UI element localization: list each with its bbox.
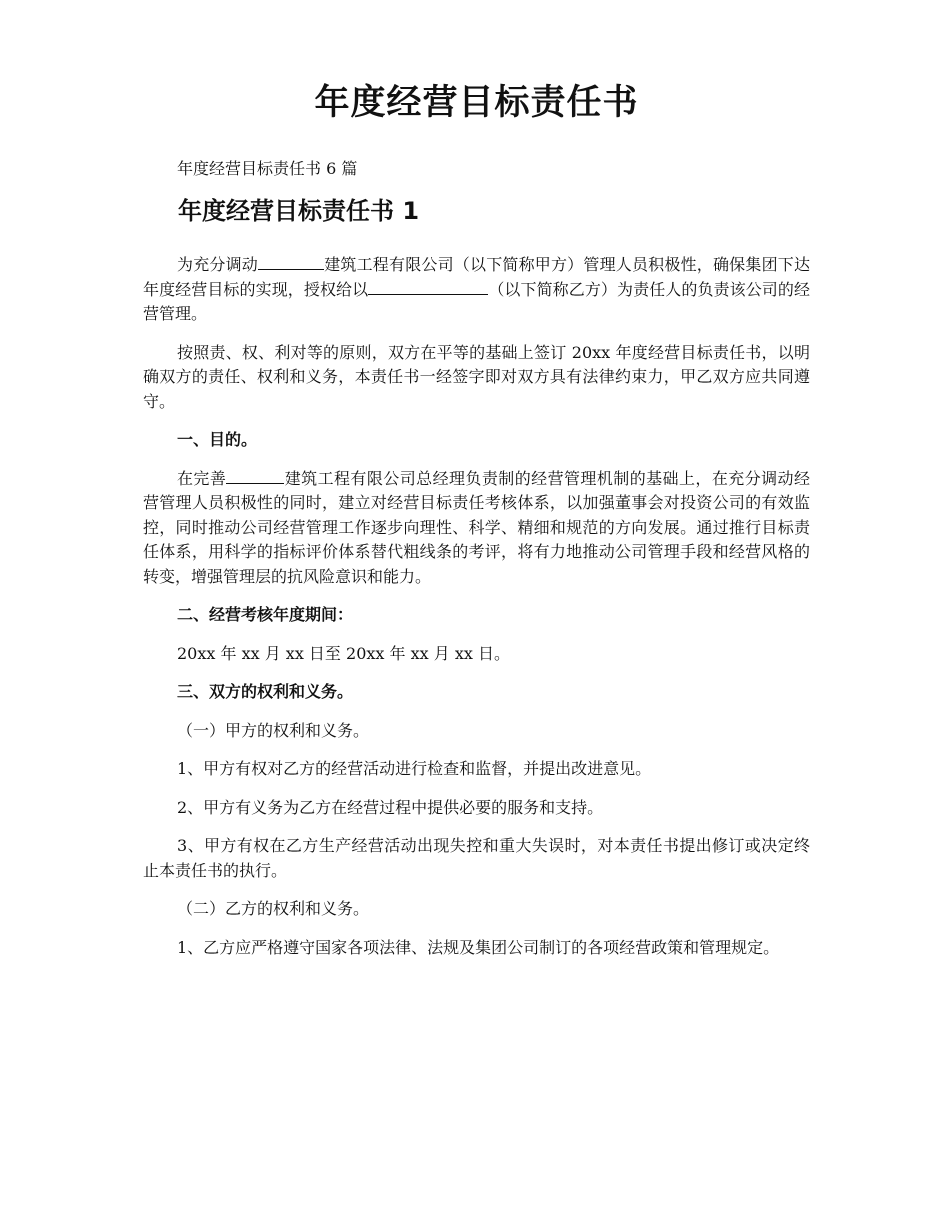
clause-a1: 1、甲方有权对乙方的经营活动进行检查和监督，并提出改进意见。 bbox=[177, 759, 652, 778]
paragraph-purpose bbox=[143, 467, 810, 590]
section-title: 年度经营目标责任书 1 bbox=[178, 197, 420, 225]
document-subtitle: 年度经营目标责任书 6 篇 bbox=[177, 159, 358, 178]
paragraph-period: 20xx 年 xx 月 xx 日至 20xx 年 xx 月 xx 日。 bbox=[177, 643, 510, 663]
text-span: 建筑工程有限公司总经理负责制的经营管理机制的基础上，在充分调动经营管理人员积极性的同时，建立对经营目标责任考核体系，以加强董事会对投资公司的有效监控，同时推动公司经营管理工作逐步向理性、科学、精细和规范的方向发展。通过推行目标责任体系，用科学的指标评价体系替代粗线条的考评，将有力地推动公司管理手段和经营风格的转变，增强管理层的抗风险意识和能力。 bbox=[143, 468, 810, 586]
clause-a3: 3、甲方有权在乙方生产经营活动出现失控和重大失误时，对本责任书提出修订或决定终止本责任书的执行。 bbox=[143, 836, 810, 880]
text-span: 建筑工程有限公司（以下简称甲方）管理人员积极性，确保集团下达年度经营目标的实现，授权给以 bbox=[143, 255, 810, 299]
text-span: （以下简称乙方）为责任人的负责该公司的经营管理。 bbox=[143, 279, 810, 323]
text-span: 在完善 bbox=[177, 468, 227, 488]
clause-a2: 2、甲方有义务为乙方在经营过程中提供必要的服务和支持。 bbox=[177, 797, 604, 817]
heading-rights-obligations: 三、双方的权利和义务。 bbox=[177, 682, 354, 701]
blank-line bbox=[258, 255, 324, 270]
blank-line bbox=[226, 469, 284, 484]
paragraph-principle: 按照责、权、利对等的原则，双方在平等的基础上签订 20xx 年度经营目标责任书，以明确双方的责任、权利和义务，本责任书一经签字即对双方具有法律约束力，甲乙双方应共同遵守。 bbox=[143, 342, 810, 411]
blank-line bbox=[368, 280, 488, 295]
subheading-party-b: （二）乙方的权利和义务。 bbox=[177, 899, 370, 918]
document-title: 年度经营目标责任书 bbox=[314, 83, 639, 123]
subheading-party-a: （一）甲方的权利和义务。 bbox=[177, 720, 370, 740]
heading-purpose: 一、目的。 bbox=[177, 430, 258, 449]
text-span: 为充分调动 bbox=[177, 255, 258, 274]
heading-period: 二、经营考核年度期间： bbox=[177, 605, 354, 624]
paragraph-purpose-intro bbox=[143, 253, 810, 327]
clause-b1: 1、乙方应严格遵守国家各项法律、法规及集团公司制订的各项经营政策和管理规定。 bbox=[177, 937, 780, 957]
